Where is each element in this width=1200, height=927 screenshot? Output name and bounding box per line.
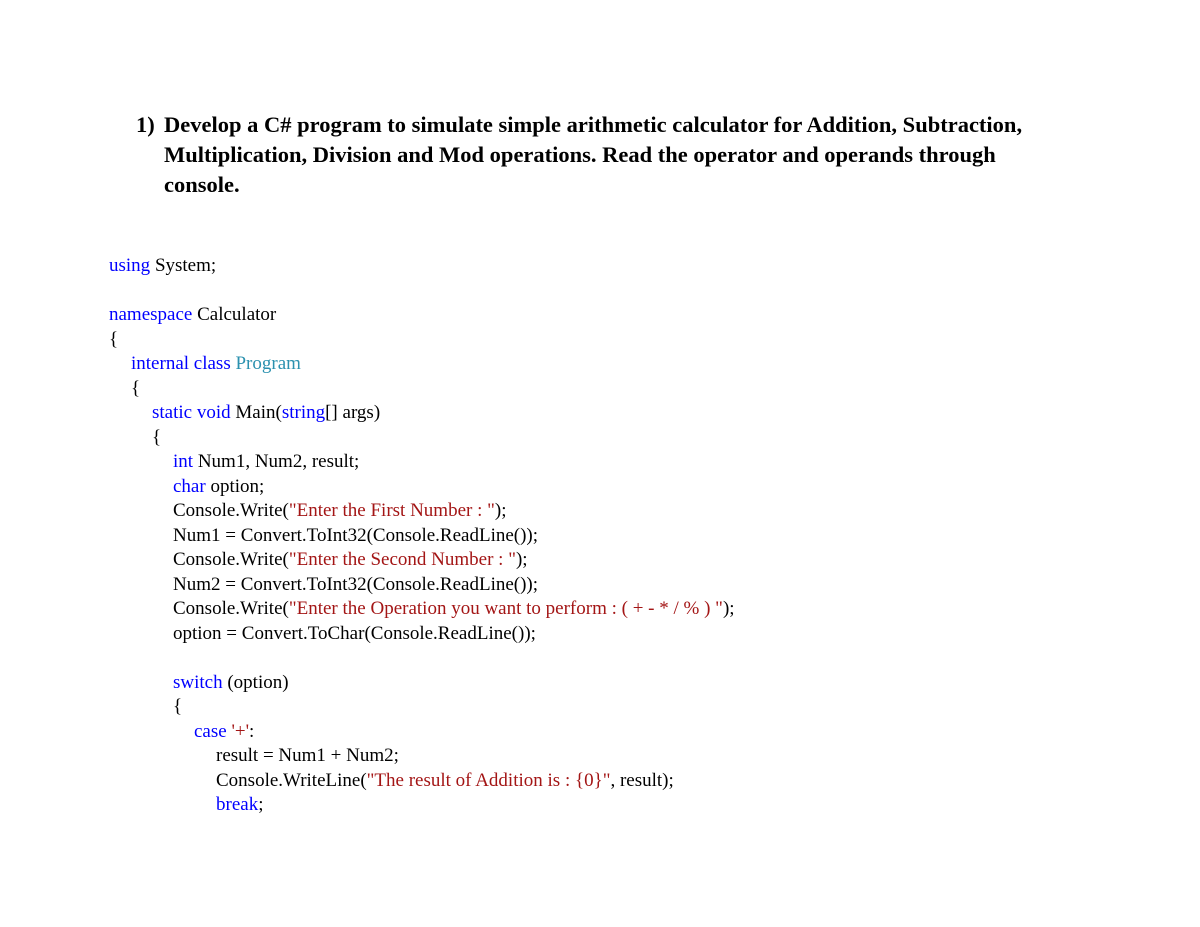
keyword: break — [216, 794, 259, 815]
code-line — [109, 524, 735, 549]
code-line — [109, 769, 735, 794]
code-line — [109, 328, 735, 353]
blank-line — [109, 279, 735, 304]
code-line — [109, 254, 735, 279]
code-line — [109, 499, 735, 524]
code-text: { — [109, 328, 119, 350]
code-line — [109, 548, 735, 573]
code-line — [109, 793, 735, 818]
string-literal: "Enter the Operation you want to perform : ( + - * / % ) " — [288, 598, 723, 619]
keyword: int — [173, 451, 194, 472]
type-name: Program — [235, 353, 301, 374]
code-line — [109, 475, 735, 500]
char-literal: '+' — [231, 720, 250, 742]
keyword: void — [196, 402, 231, 423]
code-text: (option) — [222, 671, 289, 693]
question-number: 1) — [136, 112, 155, 137]
code-text: ; — [258, 794, 264, 815]
code-text: Console.Write( — [173, 500, 289, 521]
code-text: Console.WriteLine( — [216, 769, 367, 791]
code-line — [109, 695, 735, 720]
code-text: ); — [722, 598, 735, 619]
code-text: [] args) — [325, 402, 381, 423]
code-line — [109, 352, 735, 377]
code-listing — [109, 254, 735, 818]
code-text: { — [131, 377, 141, 399]
keyword: switch — [173, 671, 223, 693]
code-text: { — [152, 426, 162, 448]
keyword: using — [109, 255, 151, 276]
question-line: Develop a C# program to simulate simple arithmetic calculator for Addition, Subtraction, — [164, 112, 1023, 137]
code-text: Console.Write( — [173, 549, 289, 570]
blank-line — [109, 646, 735, 671]
code-line — [109, 377, 735, 402]
code-text: Num2 = Convert.ToInt32(Console.ReadLine()); — [173, 573, 539, 595]
code-line — [109, 450, 735, 475]
code-text: System; — [150, 255, 217, 276]
code-line — [109, 573, 735, 598]
code-text: Num1, Num2, result; — [193, 451, 360, 472]
keyword: char — [173, 475, 206, 497]
code-text: { — [173, 696, 183, 717]
code-line — [109, 720, 735, 745]
question-line: console. — [164, 172, 240, 197]
code-line — [109, 744, 735, 769]
keyword: class — [193, 353, 231, 374]
code-text: : — [249, 720, 255, 742]
code-text: option = Convert.ToChar(Console.ReadLine()); — [173, 622, 536, 644]
code-text: Calculator — [192, 304, 277, 325]
code-line — [109, 597, 735, 622]
keyword: internal — [131, 353, 190, 374]
string-literal: "Enter the Second Number : " — [288, 549, 516, 570]
code-text: ); — [515, 549, 528, 570]
string-literal: "Enter the First Number : " — [288, 500, 495, 521]
code-line — [109, 401, 735, 426]
keyword: namespace — [109, 304, 193, 325]
code-line — [109, 671, 735, 696]
code-line — [109, 622, 735, 647]
keyword: static — [152, 402, 193, 423]
code-text: option; — [205, 475, 265, 497]
string-literal: "The result of Addition is : {0}" — [366, 769, 611, 791]
code-text: result = Num1 + Num2; — [216, 745, 399, 766]
code-text: , result); — [610, 769, 674, 791]
code-line — [109, 303, 735, 328]
code-text: Num1 = Convert.ToInt32(Console.ReadLine()); — [173, 524, 539, 546]
keyword: case — [194, 720, 227, 742]
code-text: ); — [494, 500, 507, 521]
code-line — [109, 426, 735, 451]
question-text — [164, 110, 1124, 200]
question-line: Multiplication, Division and Mod operations. Read the operator and operands through — [164, 142, 996, 167]
code-text: Main( — [230, 402, 282, 423]
keyword: string — [281, 402, 326, 423]
code-text: Console.Write( — [173, 598, 289, 619]
